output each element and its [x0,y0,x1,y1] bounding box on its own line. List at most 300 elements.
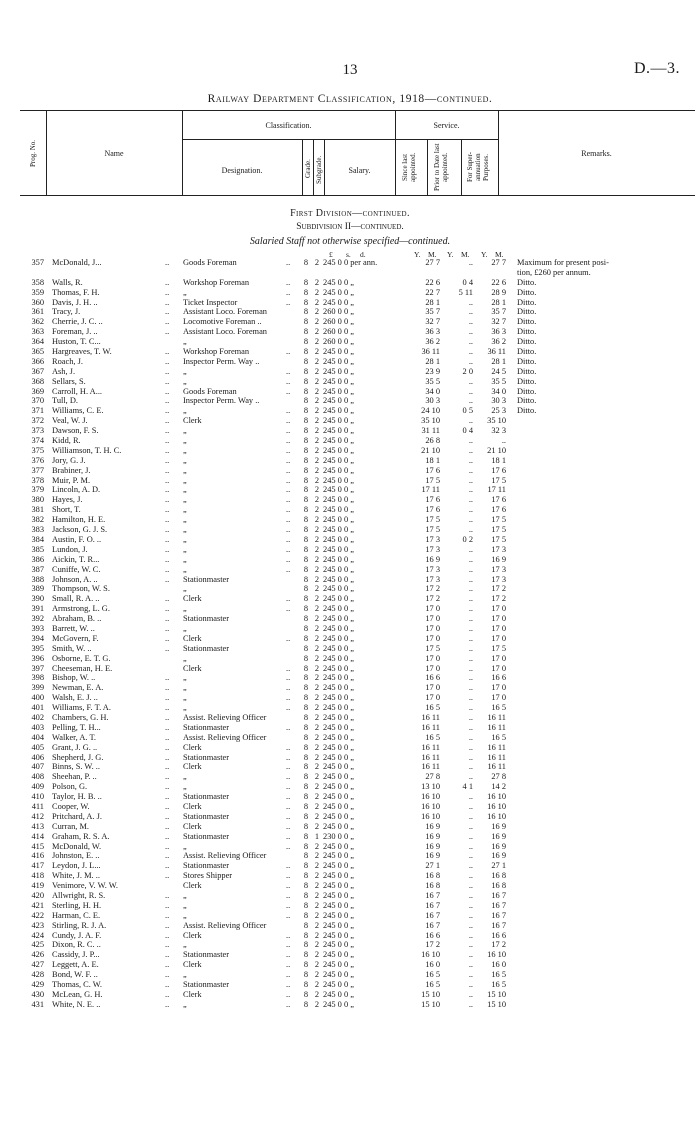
prog-no-cell: 380 [31,495,44,505]
prog-no-cell: 370 [31,396,44,406]
grade-cell: 8 [303,782,309,792]
prog-no-cell: 422 [31,910,44,920]
leader-dots: .. [286,406,291,416]
superannuation-cell: 27 8 [491,772,506,782]
leader-dots: .. [286,762,291,772]
leader-dots: .. [165,960,170,970]
grade-cell: 8 [303,712,309,722]
prior-service-cell: .. [468,317,473,327]
superannuation-cell: 16 6 [491,930,506,940]
remarks-cell: Ditto. [517,386,537,396]
leader-dots: .. [165,258,170,267]
prior-service-cell: .. [468,792,473,802]
remarks-cell: Ditto. [517,277,537,287]
name-cell: Pelling, T. H... [52,722,101,732]
superannuation-cell: 17 3 [491,564,506,574]
leader-dots: .. [165,564,170,574]
name-cell: Williamson, T. H. C. [52,445,122,455]
leader-dots: .. [165,772,170,782]
salary-cell: 245 0 0 „ [323,515,354,525]
prior-service-cell: .. [468,653,473,663]
prior-service-cell: .. [468,544,473,554]
subgrade-cell: 2 [314,396,320,406]
table-row [0,456,700,466]
designation-cell: „ [183,910,187,920]
table-row [0,525,700,535]
grade-cell: 8 [303,693,309,703]
since-last-cell: 16 6 [425,673,440,683]
table-row [0,367,700,377]
table-row [0,485,700,495]
designation-cell: „ [183,841,187,851]
prior-service-cell: .. [468,337,473,347]
grade-cell: 8 [303,841,309,851]
superannuation-cell: 22 6 [491,277,506,287]
superannuation-cell: 28 9 [491,287,506,297]
grade-cell: 8 [303,564,309,574]
table-row [0,822,700,832]
designation-cell: Assistant Loco. Foreman [183,307,267,317]
prior-service-cell: .. [468,940,473,950]
designation-cell: Clerk [183,989,202,999]
table-row [0,258,700,268]
since-last-cell: 16 11 [421,752,440,762]
superannuation-cell: 17 0 [491,683,506,693]
subgrade-cell: 2 [314,722,320,732]
leader-dots: .. [286,881,291,891]
table-row [0,940,700,950]
superannuation-cell: 16 10 [487,950,506,960]
table-row [0,347,700,357]
prior-service-cell: .. [468,307,473,317]
prog-no-cell: 402 [31,712,44,722]
table-row [0,377,700,387]
prior-service-cell: .. [468,821,473,831]
table-row [0,565,700,575]
leader-dots: .. [165,544,170,554]
prog-no-cell: 388 [31,574,44,584]
grade-cell: 8 [303,534,309,544]
designation-cell: „ [183,693,187,703]
salary-cell: 245 0 0 „ [323,475,354,485]
subgrade-cell: 2 [314,861,320,871]
subgrade-cell: 2 [314,989,320,999]
subgrade-cell: 2 [314,455,320,465]
table-row [0,614,700,624]
designation-cell: Stationmaster [183,792,230,802]
salary-cell: 245 0 0 „ [323,811,354,821]
salary-cell: 245 0 0 „ [323,445,354,455]
grade-cell: 8 [303,614,309,624]
prog-no-cell: 367 [31,366,44,376]
leader-dots: .. [286,861,291,871]
prior-service-cell: .. [468,752,473,762]
leader-dots: .. [286,722,291,732]
subgrade-cell: 2 [314,930,320,940]
subgrade-cell: 2 [314,505,320,515]
salary-cell: 245 0 0 „ [323,416,354,426]
salary-cell: 245 0 0 „ [323,455,354,465]
designation-cell: Clerk [183,801,202,811]
leader-dots: .. [286,811,291,821]
designation-cell: Assist. Relieving Officer [183,851,267,861]
table-row [0,683,700,693]
grade-header: Grade. [304,159,312,179]
table-row [0,664,700,674]
designation-cell: „ [183,940,187,950]
prior-service-cell: .. [468,643,473,653]
designation-cell: „ [183,673,187,683]
prog-no-cell: 393 [31,623,44,633]
subgrade-cell: 2 [314,584,320,594]
designation-cell: „ [183,406,187,416]
since-last-cell: 16 9 [425,841,440,851]
name-cell: Jackson, G. J. S. [52,525,108,535]
prior-service-cell: .. [468,722,473,732]
since-last-cell: 21 10 [421,445,440,455]
leader-dots: .. [165,683,170,693]
grade-cell: 8 [303,356,309,366]
subgrade-cell: 2 [314,287,320,297]
grade-cell: 8 [303,821,309,831]
since-last-cell: 36 3 [425,327,440,337]
name-cell: Stirling, R. J. A. [52,920,107,930]
prior-service-cell: .. [468,999,473,1009]
subgrade-cell: 2 [314,742,320,752]
salary-cell: 245 0 0 „ [323,851,354,861]
table-row [0,396,700,406]
salary-cell: 260 0 0 „ [323,317,354,327]
salary-cell: 245 0 0 „ [323,900,354,910]
prior-service-cell: .. [468,623,473,633]
since-last-cell: 16 7 [425,900,440,910]
superannuation-cell: 16 10 [487,792,506,802]
name-cell: Curran, M. [52,821,89,831]
subgrade-cell: 2 [314,900,320,910]
grade-cell: 8 [303,633,309,643]
superannuation-cell: 16 11 [487,752,506,762]
grade-cell: 8 [303,297,309,307]
designation-cell: Assist. Relieving Officer [183,920,267,930]
superannuation-cell: 21 10 [487,445,506,455]
leader-dots: .. [286,386,291,396]
subgrade-cell: 2 [314,772,320,782]
leader-dots: .. [286,960,291,970]
leader-dots: .. [286,544,291,554]
leader-dots: .. [286,416,291,426]
leader-dots: .. [286,505,291,515]
name-cell: Lincoln, A. D. [52,485,101,495]
leader-dots: .. [165,475,170,485]
table-row [0,950,700,960]
designation-cell: „ [183,426,187,436]
prog-no-cell: 383 [31,525,44,535]
remarks-cell: Ditto. [517,366,537,376]
name-cell: Newman, E. A. [52,683,104,693]
name-cell: Armstrong, L. G. [52,604,110,614]
subgrade-cell: 2 [314,376,320,386]
leader-dots: .. [286,554,291,564]
since-last-cell: 16 7 [425,910,440,920]
subgrade-cell: 2 [314,623,320,633]
grade-cell: 8 [303,663,309,673]
table-row [0,713,700,723]
leader-dots: .. [165,277,170,287]
prior-service-cell: .. [468,475,473,485]
leader-dots: .. [165,782,170,792]
superannuation-cell: 17 5 [491,525,506,535]
prior-service-cell: .. [468,772,473,782]
leader-dots: .. [286,891,291,900]
since-last-cell: 16 6 [425,930,440,940]
since-last-cell: 16 10 [421,801,440,811]
salary-cell: 245 0 0 „ [323,693,354,703]
salary-cell: 245 0 0 „ [323,465,354,475]
salary-cell: 245 0 0 „ [323,821,354,831]
table-row [0,782,700,792]
name-cell: Roach, J. [52,356,83,366]
grade-cell: 8 [303,366,309,376]
since-last-cell: 16 11 [421,742,440,752]
since-last-cell: 17 0 [425,623,440,633]
remarks-cell: Ditto. [517,317,537,327]
designation-cell: Stationmaster [183,950,230,960]
leader-dots: .. [286,376,291,386]
grade-cell: 8 [303,831,309,841]
superannuation-cell: 17 0 [491,693,506,703]
since-last-cell: 24 10 [421,406,440,416]
designation-cell: „ [183,485,187,495]
table-row [0,505,700,515]
prior-service-cell: .. [468,347,473,357]
name-cell: Cooper, W. [52,801,90,811]
superannuation-cell: 25 3 [491,406,506,416]
name-header: Name [104,149,124,158]
prior-service-cell: 5 11 [458,287,473,297]
subgrade-cell: 2 [314,366,320,376]
prog-no-cell: 390 [31,594,44,604]
leader-dots: .. [165,366,170,376]
name-cell: Veal, W. J. [52,416,88,426]
superannuation-cell: 27 1 [491,861,506,871]
name-cell: Graham, R. S. A. [52,831,110,841]
since-last-cell: 17 3 [425,534,440,544]
superannuation-cell: 16 5 [491,732,506,742]
remarks-cell: Ditto. [517,287,537,297]
since-last-cell: 16 5 [425,970,440,980]
prog-no-cell: 359 [31,287,44,297]
superannuation-cell: 27 7 [491,258,506,267]
prior-service-cell: .. [468,980,473,990]
prog-no-cell: 423 [31,920,44,930]
salary-cell: 245 0 0 „ [323,772,354,782]
prior-to-date-header: Prior to Date last appointed. [433,143,449,191]
superannuation-cell: 15 10 [487,989,506,999]
prior-service-cell: .. [468,910,473,920]
staff-table-body [0,258,700,1010]
designation-cell: Clerk [183,881,202,891]
since-last-cell: 17 0 [425,633,440,643]
superannuation-cell: 17 3 [491,574,506,584]
superannuation-cell: 32 7 [491,317,506,327]
grade-cell: 8 [303,623,309,633]
grade-cell: 8 [303,465,309,475]
grade-cell: 8 [303,445,309,455]
since-last-cell: 27 7 [425,258,440,267]
designation-cell: Inspector Perm. Way .. [183,396,260,406]
grade-cell: 8 [303,703,309,713]
superannuation-cell: 17 2 [491,594,506,604]
salary-cell: 245 0 0 „ [323,801,354,811]
table-row [0,871,700,881]
table-row [0,1000,700,1010]
classification-header: Classification. [265,121,312,130]
prior-service-cell: 0 4 [462,277,473,287]
leader-dots: .. [286,633,291,643]
prog-no-cell: 415 [31,841,44,851]
leader-dots: .. [165,386,170,396]
leader-dots: .. [286,703,291,713]
since-last-cell: 28 1 [425,356,440,366]
since-last-cell: 16 10 [421,811,440,821]
salary-cell: 245 0 0 „ [323,277,354,287]
superannuation-cell: 16 9 [491,554,506,564]
name-cell: Walls, R. [52,277,83,287]
salary-cell: 245 0 0 „ [323,782,354,792]
designation-cell: „ [183,525,187,535]
prior-service-cell: .. [468,455,473,465]
leader-dots: .. [286,742,291,752]
subgrade-cell: 2 [314,604,320,614]
prog-no-cell: 369 [31,386,44,396]
leader-dots: .. [286,366,291,376]
since-last-cell: 17 2 [425,584,440,594]
since-last-cell: 17 6 [425,495,440,505]
leader-dots: .. [165,485,170,495]
leader-dots: .. [286,426,291,436]
subgrade-cell: 2 [314,416,320,426]
leader-dots: .. [165,534,170,544]
prior-service-cell: .. [468,930,473,940]
table-row [0,673,700,683]
superannuation-cell: 17 6 [491,495,506,505]
subgrade-cell: 2 [314,564,320,574]
name-cell: Cassidy, J. P... [52,950,100,960]
leader-dots: .. [286,930,291,940]
salary-cell: 245 0 0 „ [323,287,354,297]
leader-dots: .. [286,663,291,673]
prior-service-cell: .. [468,693,473,703]
leader-dots: .. [165,989,170,999]
since-last-cell: 17 5 [425,475,440,485]
since-last-cell: 17 0 [425,614,440,624]
leader-dots: .. [165,693,170,703]
name-cell: Polson, G. [52,782,88,792]
table-row [0,268,700,278]
subgrade-cell: 2 [314,663,320,673]
superannuation-cell: 16 7 [491,920,506,930]
name-cell: Muir, P. M. [52,475,91,485]
since-last-cell: 36 2 [425,337,440,347]
leader-dots: .. [165,861,170,871]
leader-dots: .. [165,623,170,633]
name-cell: Bishop, W. .. [52,673,96,683]
name-cell: Aickin, T. R... [52,554,100,564]
table-row [0,278,700,288]
grade-cell: 8 [303,574,309,584]
table-row [0,298,700,308]
prog-no-cell: 358 [31,277,44,287]
salary-cell: 245 0 0 „ [323,673,354,683]
superannuation-cell: 17 5 [491,534,506,544]
prog-no-cell: 430 [31,989,44,999]
name-cell: Venimore, V. W. W. [52,881,118,891]
name-cell: Chambers, G. H. [52,712,109,722]
subgrade-cell: 2 [314,327,320,337]
leader-dots: .. [165,376,170,386]
designation-cell: „ [183,772,187,782]
designation-cell: „ [183,534,187,544]
grade-cell: 8 [303,861,309,871]
since-last-cell: 17 0 [425,683,440,693]
grade-cell: 8 [303,851,309,861]
leader-dots: .. [286,821,291,831]
since-last-cell: 16 9 [425,831,440,841]
salary-cell: 245 0 0 „ [323,871,354,881]
since-last-cell: 15 10 [421,989,440,999]
prog-no-header: Prog. No. [29,139,37,167]
subgrade-cell: 2 [314,673,320,683]
leader-dots: .. [286,594,291,604]
salary-cell: 245 0 0 per ann. [323,258,378,267]
grade-cell: 8 [303,436,309,446]
table-row [0,743,700,753]
superannuation-cell: 17 0 [491,623,506,633]
since-last-cell: 15 10 [421,999,440,1009]
prior-service-cell: 0 4 [462,426,473,436]
prior-service-cell: .. [468,465,473,475]
subgrade-cell: 2 [314,643,320,653]
prog-no-cell: 384 [31,534,44,544]
prior-service-cell: .. [468,762,473,772]
table-row [0,357,700,367]
prior-service-cell: .. [468,891,473,900]
subgrade-cell: 2 [314,732,320,742]
designation-cell: „ [183,782,187,792]
leader-dots: .. [165,287,170,297]
prior-service-cell: .. [468,436,473,446]
prog-no-cell: 417 [31,861,44,871]
leader-dots: .. [165,930,170,940]
subgrade-cell: 2 [314,821,320,831]
designation-cell: „ [183,455,187,465]
prog-no-cell: 374 [31,436,44,446]
subgrade-cell: 2 [314,356,320,366]
since-last-cell: 26 8 [425,436,440,446]
leader-dots: .. [165,416,170,426]
since-last-cell: 16 7 [425,920,440,930]
designation-cell: Clerk [183,594,202,604]
leader-dots: .. [165,396,170,406]
leader-dots: .. [286,436,291,446]
prog-no-cell: 397 [31,663,44,673]
prog-no-cell: 379 [31,485,44,495]
leader-dots: .. [165,722,170,732]
since-last-cell: 17 5 [425,643,440,653]
grade-cell: 8 [303,960,309,970]
table-row [0,317,700,327]
leader-dots: .. [165,495,170,505]
